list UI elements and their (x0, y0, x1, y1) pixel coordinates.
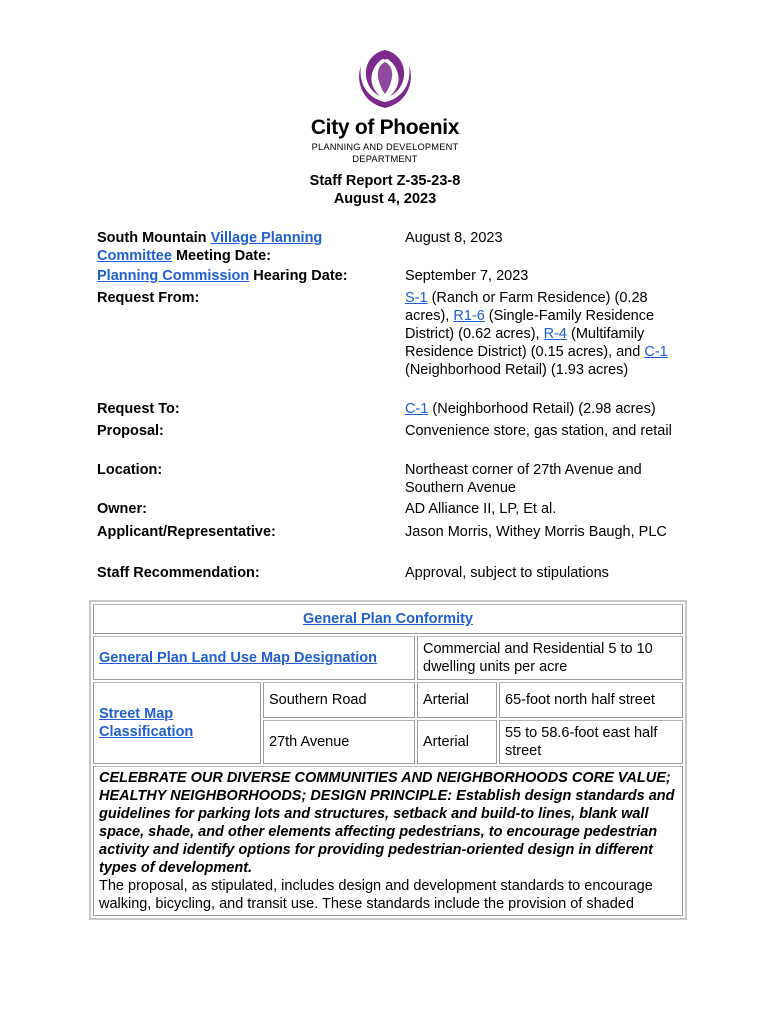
street-width: 55 to 58.6-foot east half street (499, 720, 683, 764)
planning-commission-link[interactable]: Planning Commission (97, 268, 250, 284)
land-use-map-link[interactable]: General Plan Land Use Map Designation (99, 650, 377, 666)
commission-hearing-date: September 7, 2023 (405, 268, 529, 284)
request-from-label: Request From: (97, 290, 200, 306)
street-width: 65-foot north half street (499, 682, 683, 718)
zoning-c1-link[interactable]: C-1 (644, 344, 668, 360)
request-from-value: S-1 (Ranch or Farm Residence) (0.28 acres), R1-6 (Single-Family Residence District) (0.62 acres), R-4 (Multifamily Residence District) (0.15 acres), and C-1 (Neighborhood Retail) (1.93 acres) (405, 290, 668, 378)
proposal-label: Proposal: (97, 423, 164, 439)
design-principle-text: The proposal, as stipulated, includes design and development standards to encourage walking, bicycling, and transit use. These standards include the provision of shaded (99, 878, 653, 912)
location-value: Northeast corner of 27th Avenue and Southern Avenue (405, 462, 642, 496)
commission-hearing-label: Planning Commission Hearing Date: (97, 268, 348, 284)
street-name: Southern Road (263, 682, 415, 718)
city-name: City of Phoenix (310, 116, 460, 139)
street-class: Arterial (417, 720, 497, 764)
street-map-classification-link[interactable]: Street Map Classification (99, 706, 194, 740)
village-meeting-date: August 8, 2023 (405, 230, 503, 246)
village-meeting-label: South Mountain Village Planning Committee Meeting Date: (97, 230, 323, 264)
report-title: Staff Report Z-35-23-8 (309, 173, 461, 189)
land-use-value: Commercial and Residential 5 to 10 dwelling units per acre (417, 636, 683, 680)
city-logo (280, 46, 490, 165)
applicant-value: Jason Morris, Withey Morris Baugh, PLC (405, 524, 667, 540)
report-date: August 4, 2023 (333, 191, 437, 207)
report-title-block (0, 172, 770, 208)
department-name: PLANNING AND DEVELOPMENT DEPARTMENT (311, 142, 459, 164)
proposal-value: Convenience store, gas station, and retail (405, 423, 672, 439)
zoning-s1-link[interactable]: S-1 (405, 290, 428, 306)
owner-value: AD Alliance II, LP, Et al. (405, 501, 557, 517)
recommendation-value: Approval, subject to stipulations (405, 565, 609, 581)
zoning-r1-6-link[interactable]: R1-6 (453, 308, 485, 324)
village-planning-committee-link[interactable]: Village Planning Committee (97, 230, 323, 264)
location-label: Location: (97, 462, 163, 478)
general-plan-table (89, 600, 687, 920)
land-use-label-cell (93, 636, 415, 680)
street-name: 27th Avenue (263, 720, 415, 764)
request-to-label: Request To: (97, 401, 180, 417)
zoning-c1-target-link[interactable]: C-1 (405, 401, 429, 417)
applicant-label: Applicant/Representative: (97, 524, 276, 540)
design-principle-heading: CELEBRATE OUR DIVERSE COMMUNITIES AND NEIGHBORHOODS CORE VALUE; HEALTHY NEIGHBORHOODS; DESIGN PRINCIPLE: Establish design standards and guidelines for parking lots and structures, setback and build-to lines, blank wall space, shade, and other elements affecting pedestrians, to encourage pedestrian activity and identify options for providing pedestrian-oriented design in different types of development. (99, 770, 675, 876)
street-class: Arterial (417, 682, 497, 718)
general-plan-conformity-link[interactable]: General Plan Conformity (302, 611, 473, 627)
design-principle-cell (93, 766, 683, 916)
recommendation-label: Staff Recommendation: (97, 565, 260, 581)
street-map-label-cell (93, 682, 261, 764)
zoning-r4-link[interactable]: R-4 (543, 326, 567, 342)
general-plan-heading-cell (93, 604, 683, 634)
request-to-value: C-1 (Neighborhood Retail) (2.98 acres) (405, 401, 656, 417)
owner-label: Owner: (97, 501, 147, 517)
phoenix-bird-icon (353, 46, 417, 112)
